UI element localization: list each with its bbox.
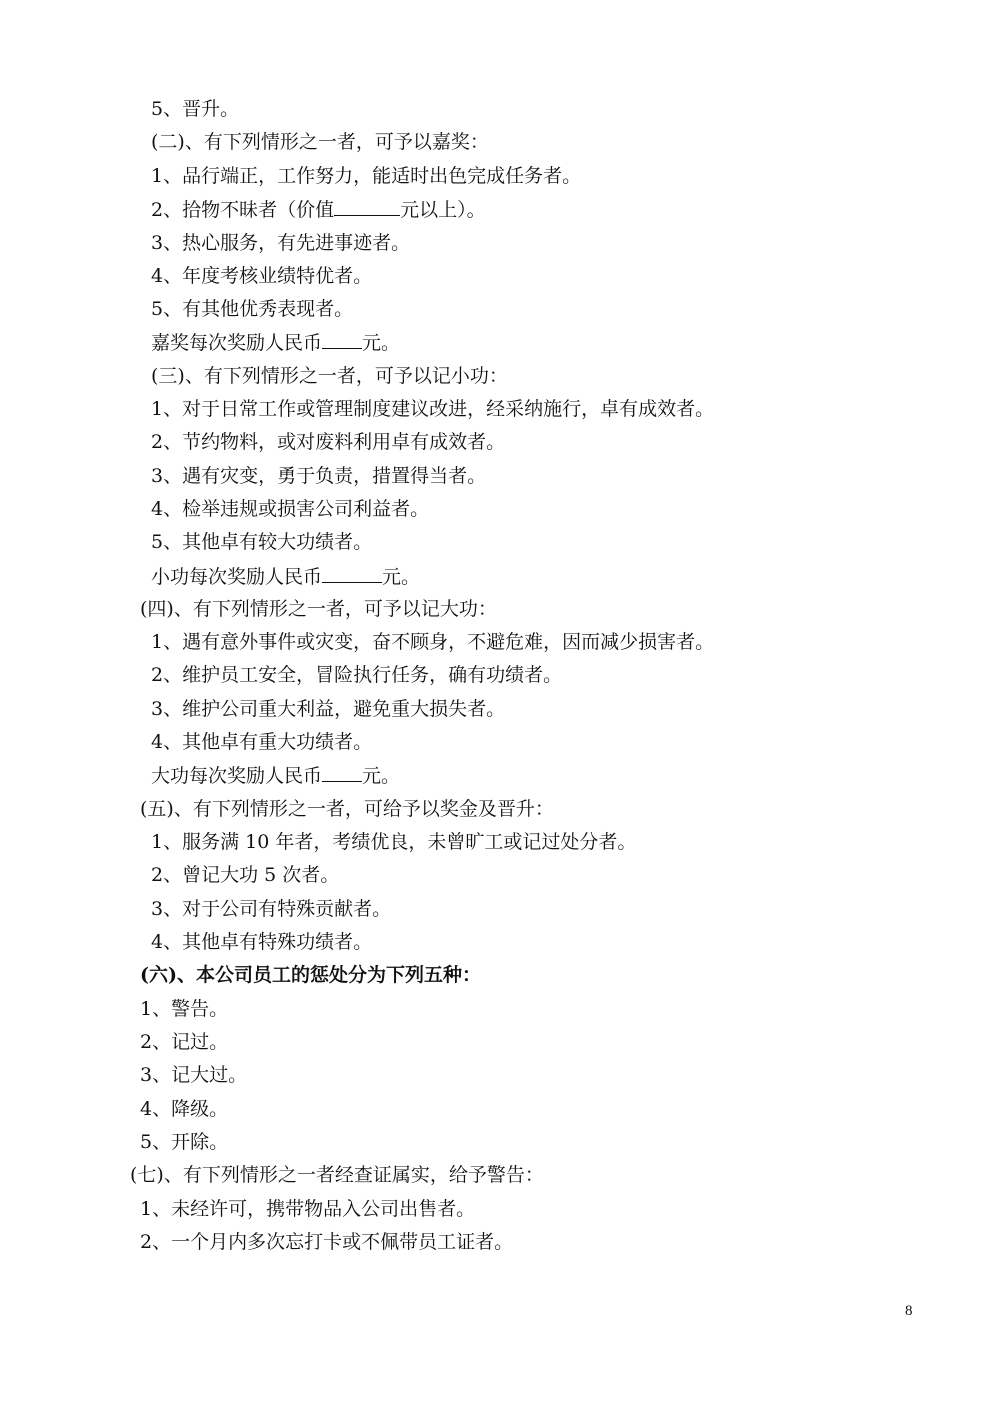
- text-line: 2、曾记大功 5 次者。: [151, 864, 340, 886]
- text-line: 1、警告。: [140, 998, 229, 1020]
- fill-in-blank: [322, 763, 362, 782]
- text-line: 3、对于公司有特殊贡献者。: [151, 898, 392, 920]
- text-line: 1、遇有意外事件或灾变，奋不顾身，不避危难，因而减少损害者。: [151, 631, 715, 653]
- fill-in-blank: [322, 564, 382, 583]
- section-heading: (六)、本公司员工的惩处分为下列五种：: [140, 964, 481, 986]
- text-segment: 嘉奖每次奖励人民币: [151, 332, 323, 354]
- page-number: 8: [905, 1303, 913, 1319]
- text-segment: 元。: [382, 566, 421, 588]
- section-heading: (二)、有下列情形之一者，可予以嘉奖：: [151, 131, 489, 153]
- text-line: 5、晋升。: [151, 98, 240, 120]
- text-segment: 大功每次奖励人民币: [151, 765, 323, 787]
- text-line: 1、对于日常工作或管理制度建议改进，经采纳施行，卓有成效者。: [151, 398, 715, 420]
- section-heading: (七)、有下列情形之一者经查证属实，给予警告：: [130, 1164, 544, 1186]
- text-segment: 小功每次奖励人民币: [151, 566, 323, 588]
- text-line: 4、年度考核业绩特优者。: [151, 265, 373, 287]
- fill-in-blank: [322, 330, 362, 349]
- text-line: 2、维护员工安全，冒险执行任务，确有功绩者。: [151, 664, 563, 686]
- text-line: [151, 564, 420, 589]
- section-heading: (三)、有下列情形之一者，可予以记小功：: [151, 365, 508, 387]
- text-line: 1、未经许可，携带物品入公司出售者。: [140, 1198, 476, 1220]
- text-line: 2、节约物料，或对废料利用卓有成效者。: [151, 431, 506, 453]
- text-line: 4、其他卓有特殊功绩者。: [151, 931, 373, 953]
- text-segment: 2、拾物不昧者（价值: [151, 199, 335, 221]
- text-line: 3、遇有灾变，勇于负责，措置得当者。: [151, 465, 487, 487]
- text-line: 4、降级。: [140, 1098, 229, 1120]
- text-line: 4、检举违规或损害公司利益者。: [151, 498, 430, 520]
- text-line: 5、其他卓有较大功绩者。: [151, 531, 373, 553]
- text-line: 3、维护公司重大利益，避免重大损失者。: [151, 698, 506, 720]
- text-segment: 元以上）。: [400, 199, 486, 221]
- text-line: 1、服务满 10 年者，考绩优良，未曾旷工或记过处分者。: [151, 831, 637, 853]
- text-line: 2、记过。: [140, 1031, 229, 1053]
- text-segment: 元。: [362, 332, 401, 354]
- text-line: 3、热心服务，有先进事迹者。: [151, 232, 411, 254]
- text-segment: 元。: [362, 765, 401, 787]
- text-line: [151, 197, 486, 222]
- text-line: 4、其他卓有重大功绩者。: [151, 731, 373, 753]
- text-line: 1、品行端正，工作努力，能适时出色完成任务者。: [151, 165, 582, 187]
- text-line: 2、一个月内多次忘打卡或不佩带员工证者。: [140, 1231, 514, 1253]
- text-line: 5、有其他优秀表现者。: [151, 298, 354, 320]
- text-line: [151, 763, 400, 788]
- fill-in-blank: [334, 197, 400, 216]
- section-heading: (四)、有下列情形之一者，可予以记大功：: [140, 598, 497, 620]
- section-heading: (五)、有下列情形之一者，可给予以奖金及晋升：: [140, 798, 554, 820]
- text-line: 3、记大过。: [140, 1064, 248, 1086]
- text-line: 5、开除。: [140, 1131, 229, 1153]
- text-line: [151, 330, 400, 355]
